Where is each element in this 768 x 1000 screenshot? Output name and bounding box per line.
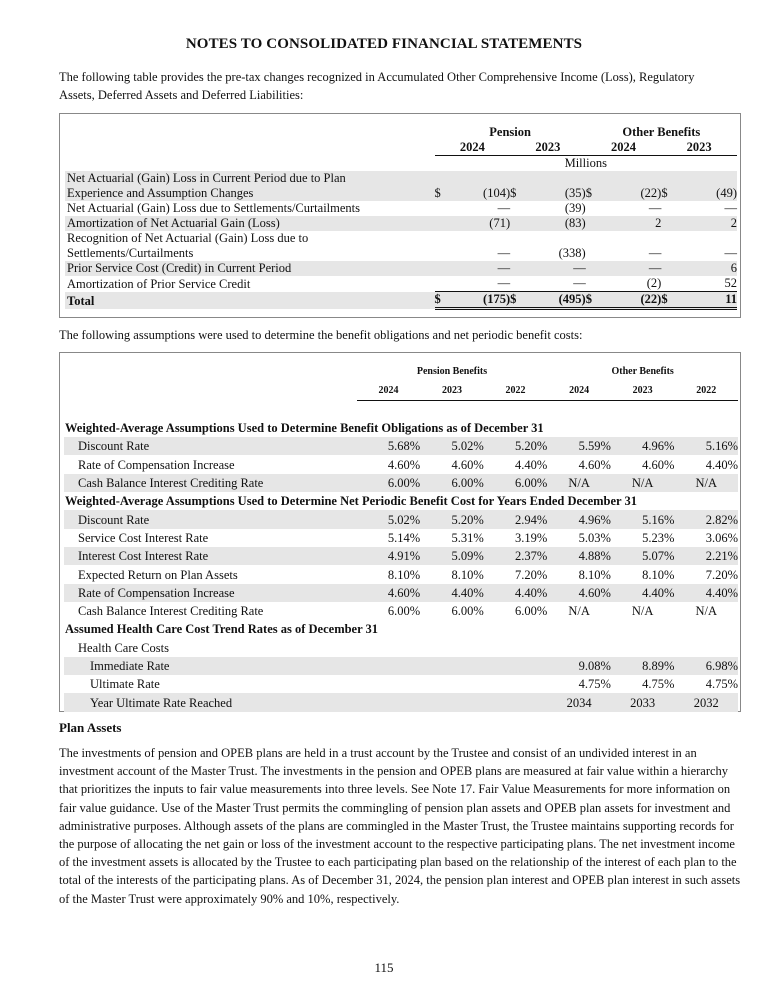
currency-symbol: $ bbox=[661, 292, 674, 309]
cell-value: 8.10% bbox=[642, 567, 675, 582]
cell-value: — bbox=[648, 201, 662, 215]
cell-value: 2032 bbox=[693, 695, 719, 710]
year-header: 2023 bbox=[420, 381, 484, 400]
row-label: Amortization of Prior Service Credit bbox=[67, 276, 251, 291]
cell-value: (338) bbox=[558, 246, 586, 260]
assumptions-table-box bbox=[59, 352, 741, 712]
cell-value: N/A bbox=[568, 604, 590, 619]
table-row bbox=[64, 675, 738, 693]
row-label: Amortization of Net Actuarial Gain (Loss) bbox=[67, 216, 280, 230]
cell-value: — bbox=[497, 246, 511, 260]
cell-value: 8.10% bbox=[578, 567, 611, 582]
aoci-changes-table bbox=[65, 124, 737, 310]
cell-value: 4.75% bbox=[705, 677, 738, 692]
row-label: Ultimate Rate bbox=[90, 677, 160, 692]
cell-value: 5.31% bbox=[451, 530, 484, 545]
cell-value: 6.00% bbox=[515, 604, 548, 619]
cell-value: 5.68% bbox=[387, 439, 421, 454]
table-row bbox=[64, 510, 738, 528]
cell-value: (35) bbox=[564, 186, 586, 200]
cell-value: 4.75% bbox=[642, 677, 675, 692]
cell-value: 4.60% bbox=[451, 457, 484, 472]
cell-value: N/A bbox=[568, 476, 590, 491]
cell-value: 2033 bbox=[630, 695, 656, 710]
row-label: Interest Cost Interest Rate bbox=[78, 549, 209, 564]
cell-value: 2034 bbox=[566, 695, 592, 710]
cell-value: 2.94% bbox=[515, 512, 548, 527]
section-header: Weighted-Average Assumptions Used to Determine Benefit Obligations as of December 31 bbox=[65, 421, 544, 436]
cell-value: 4.91% bbox=[387, 549, 421, 564]
row-label: Prior Service Cost (Credit) in Current Period bbox=[67, 261, 292, 275]
total-value: 11 bbox=[674, 292, 737, 309]
body-paragraph: The investments of pension and OPEB plans are held in a trust account by the Trustee and consist of an undivided interest in an investment account of the Master Trust. The investments in the pension and OPEB plans are measured at fair value within a hierarchy that prioritizes the inputs to fair value measurements into three levels. See Note 17. Fair Value Measurements for more information on fair value guidance. Use of the Master Trust permits the commingling of pension plan assets and OPEB plan assets for investment and administrative purposes. Although assets of the plans are commingled in the Master Trust, the Trustee maintains supporting records for the purpose of allocating the net gain or loss of the investment account to the respective participating plans. The net investment income of the investment assets is allocated by the Trustee to each participating plan based on the relationship of the interest of each plan to the total of the interests of the participating plans. As of December 31, 2024, the pension plan interest and OPEB plan interest in such assets of the Master Trust were approximately 90% and 10%, respectively. bbox=[59, 746, 741, 906]
year-header: 2024 bbox=[586, 140, 662, 156]
section-header: Assumed Health Care Cost Trend Rates as of December 31 bbox=[65, 622, 379, 637]
cell-value: 5.02% bbox=[387, 512, 421, 527]
aoci-changes-table-box bbox=[59, 113, 741, 318]
total-row bbox=[65, 292, 737, 309]
pension-benefits-group-header: Pension Benefits bbox=[416, 366, 488, 378]
row-label: Expected Return on Plan Assets bbox=[78, 567, 238, 582]
row-label: Rate of Compensation Increase bbox=[78, 457, 235, 472]
cell-value: 8.10% bbox=[387, 567, 421, 582]
row-label: Service Cost Interest Rate bbox=[78, 530, 209, 545]
pension-group-header: Pension bbox=[489, 125, 531, 139]
table-row bbox=[65, 186, 737, 201]
cell-value: 4.60% bbox=[387, 585, 421, 600]
cell-value: 2.82% bbox=[705, 512, 738, 527]
cell-value: 5.20% bbox=[515, 439, 548, 454]
section-subheading: Plan Assets bbox=[59, 720, 122, 735]
cell-value: 4.96% bbox=[578, 512, 611, 527]
other-benefits-group-header: Other Benefits bbox=[611, 366, 674, 378]
cell-value: 9.08% bbox=[578, 659, 611, 674]
cell-value: 6.00% bbox=[451, 476, 484, 491]
cell-value: 5.02% bbox=[451, 439, 484, 454]
cell-value: 6.98% bbox=[705, 659, 738, 674]
row-label: Net Actuarial (Gain) Loss due to Settlements/Curtailments bbox=[67, 201, 360, 215]
table-row bbox=[64, 529, 738, 547]
currency-symbol: $ bbox=[585, 186, 592, 200]
cell-value: 5.59% bbox=[578, 439, 611, 454]
cell-value: — bbox=[573, 276, 586, 290]
cell-value: 5.09% bbox=[451, 549, 484, 564]
table-row bbox=[64, 437, 738, 455]
row-label: Discount Rate bbox=[78, 439, 150, 454]
currency-symbol: $ bbox=[510, 292, 523, 309]
cell-value: 2.21% bbox=[705, 549, 738, 564]
cell-value: (2) bbox=[646, 276, 662, 290]
table-row bbox=[65, 216, 737, 231]
year-header: 2023 bbox=[611, 381, 675, 400]
year-header: 2023 bbox=[510, 140, 586, 156]
cell-value: 6.00% bbox=[451, 604, 484, 619]
year-header: 2024 bbox=[547, 381, 611, 400]
table-row bbox=[64, 693, 738, 711]
table-row bbox=[64, 584, 738, 602]
cell-value: (39) bbox=[564, 201, 586, 215]
cell-value: 5.07% bbox=[642, 549, 675, 564]
subsection-label: Health Care Costs bbox=[78, 640, 169, 655]
cell-value: 8.89% bbox=[642, 659, 675, 674]
cell-value: 2 bbox=[655, 216, 662, 230]
currency-symbol: $ bbox=[586, 292, 599, 309]
assumptions-table bbox=[64, 363, 738, 712]
cell-value: 4.60% bbox=[578, 585, 611, 600]
row-label: Rate of Compensation Increase bbox=[78, 585, 235, 600]
total-value: (175) bbox=[447, 292, 510, 309]
cell-value: — bbox=[724, 246, 737, 260]
table-row bbox=[64, 657, 738, 675]
currency-symbol: $ bbox=[434, 186, 441, 200]
cell-value: 4.40% bbox=[515, 585, 548, 600]
cell-value: 4.60% bbox=[578, 457, 611, 472]
cell-value: 2.37% bbox=[515, 549, 548, 564]
table-row bbox=[64, 565, 738, 583]
row-label: Discount Rate bbox=[78, 512, 150, 527]
cell-value: N/A bbox=[631, 604, 654, 619]
cell-value: 6 bbox=[730, 261, 737, 275]
table-row bbox=[64, 602, 738, 620]
cell-value: N/A bbox=[695, 604, 717, 619]
total-label: Total bbox=[67, 293, 95, 308]
cell-value: 7.20% bbox=[705, 567, 738, 582]
cell-value: 4.88% bbox=[578, 549, 611, 564]
page-title: NOTES TO CONSOLIDATED FINANCIAL STATEMENTS bbox=[185, 36, 583, 52]
cell-value: 4.40% bbox=[515, 457, 548, 472]
subsection-row bbox=[64, 638, 738, 656]
cell-value: 8.10% bbox=[451, 567, 484, 582]
section-header-row bbox=[64, 492, 738, 510]
cell-value: — bbox=[573, 261, 586, 275]
cell-value: (71) bbox=[489, 216, 511, 230]
section-header: Weighted-Average Assumptions Used to Determine Net Periodic Benefit Cost for Years Ended December 31 bbox=[65, 494, 638, 509]
cell-value: 5.16% bbox=[642, 512, 675, 527]
cell-value: — bbox=[497, 276, 511, 290]
table-row bbox=[65, 261, 737, 276]
cell-value: — bbox=[648, 246, 662, 260]
cell-value: 5.23% bbox=[642, 530, 675, 545]
cell-value: 4.75% bbox=[578, 677, 611, 692]
cell-value: 3.19% bbox=[515, 530, 548, 545]
cell-value: — bbox=[724, 201, 737, 215]
page-number: 115 bbox=[374, 960, 394, 975]
currency-symbol: $ bbox=[435, 292, 448, 309]
cell-value: — bbox=[497, 201, 511, 215]
table-row bbox=[65, 246, 737, 261]
row-label: Recognition of Net Actuarial (Gain) Loss due to bbox=[67, 231, 309, 245]
units-label: Millions bbox=[564, 156, 607, 170]
intro-paragraph-1: The following table provides the pre-tax changes recognized in Accumulated Other Comprehensive Income (Loss), Regulatory Assets, Deferred Assets and Deferred Liabilities: bbox=[59, 70, 695, 102]
cell-value: 6.00% bbox=[515, 476, 548, 491]
intro-paragraph-2: The following assumptions were used to determine the benefit obligations and net periodic benefit costs: bbox=[59, 328, 583, 342]
cell-value: 6.00% bbox=[387, 604, 421, 619]
cell-value: 4.40% bbox=[705, 585, 738, 600]
cell-value: — bbox=[648, 261, 662, 275]
cell-value: (22) bbox=[640, 186, 662, 200]
total-value: (495) bbox=[523, 292, 586, 309]
cell-value: 4.96% bbox=[642, 439, 675, 454]
cell-value: (104) bbox=[483, 186, 511, 200]
cell-value: 3.06% bbox=[705, 530, 738, 545]
cell-value: 5.20% bbox=[451, 512, 484, 527]
cell-value: 4.40% bbox=[705, 457, 738, 472]
year-header: 2023 bbox=[661, 140, 737, 156]
cell-value: 5.16% bbox=[705, 439, 738, 454]
table-row bbox=[64, 547, 738, 565]
section-header-row bbox=[64, 620, 738, 638]
cell-value: 6.00% bbox=[387, 476, 421, 491]
row-label: Immediate Rate bbox=[90, 659, 170, 674]
row-label: Year Ultimate Rate Reached bbox=[90, 695, 233, 710]
table-row bbox=[65, 171, 737, 186]
row-label: Cash Balance Interest Crediting Rate bbox=[78, 604, 264, 619]
cell-value: 2 bbox=[730, 216, 737, 230]
cell-value: 4.40% bbox=[642, 585, 675, 600]
table-row bbox=[65, 276, 737, 292]
year-header: 2024 bbox=[435, 140, 511, 156]
cell-value: 4.60% bbox=[642, 457, 675, 472]
table-row bbox=[65, 201, 737, 216]
section-header-row bbox=[64, 419, 738, 437]
year-header: 2022 bbox=[674, 381, 738, 400]
currency-symbol: $ bbox=[510, 186, 517, 200]
cell-value: 4.60% bbox=[387, 457, 421, 472]
cell-value: 5.03% bbox=[578, 530, 611, 545]
cell-value: (83) bbox=[564, 216, 586, 230]
table-row bbox=[65, 231, 737, 246]
row-label: Cash Balance Interest Crediting Rate bbox=[78, 476, 264, 491]
cell-value: (49) bbox=[716, 186, 737, 200]
cell-value: 52 bbox=[724, 276, 737, 290]
row-label: Net Actuarial (Gain) Loss in Current Period due to Plan bbox=[67, 171, 346, 185]
table-row bbox=[64, 455, 738, 473]
row-label: Experience and Assumption Changes bbox=[67, 186, 254, 200]
cell-value: N/A bbox=[631, 476, 654, 491]
year-header: 2024 bbox=[357, 381, 421, 400]
cell-value: N/A bbox=[695, 476, 717, 491]
cell-value: 4.40% bbox=[451, 585, 484, 600]
cell-value: 5.14% bbox=[387, 530, 421, 545]
cell-value: 7.20% bbox=[515, 567, 548, 582]
currency-symbol: $ bbox=[661, 186, 668, 200]
row-label: Settlements/Curtailments bbox=[67, 246, 194, 260]
table-row bbox=[64, 474, 738, 492]
other-benefits-group-header: Other Benefits bbox=[622, 125, 701, 139]
total-value: (22) bbox=[598, 292, 661, 309]
cell-value: — bbox=[497, 261, 511, 275]
year-header: 2022 bbox=[484, 381, 548, 400]
